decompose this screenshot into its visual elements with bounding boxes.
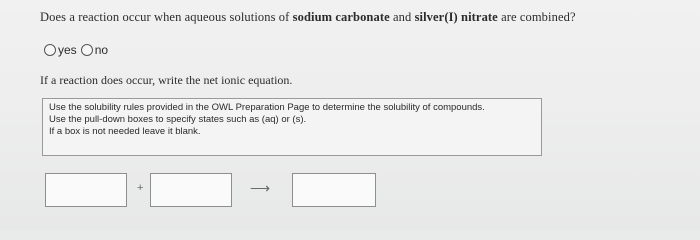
question-suffix: are combined? <box>497 10 576 24</box>
question-prefix: Does a reaction occur when aqueous solutions of <box>40 10 293 24</box>
reactant-2: silver(I) nitrate <box>414 10 498 24</box>
reactant-2-input[interactable] <box>150 173 232 207</box>
instruction-text: If a reaction does occur, write the net ionic equation. <box>40 73 293 87</box>
rule-line-2: Use the pull-down boxes to specify states such as (aq) or (s). <box>49 114 307 125</box>
choice-yes-label: yes <box>58 43 77 57</box>
plus-sign: + <box>137 182 144 194</box>
question-middle: and <box>389 10 415 24</box>
reaction-arrow: ⟶ <box>250 180 271 196</box>
product-input[interactable] <box>292 173 376 207</box>
reaction-choices <box>44 43 112 57</box>
radio-yes[interactable] <box>44 44 56 56</box>
rules-box <box>42 98 542 156</box>
rule-line-1: Use the solubility rules provided in the OWL Preparation Page to determine the solubility of compounds. <box>49 102 485 113</box>
rule-line-3: If a box is not needed leave it blank. <box>49 126 201 137</box>
question-text <box>40 10 576 25</box>
reactant-1: sodium carbonate <box>292 10 390 24</box>
choice-no-label: no <box>94 43 109 57</box>
choice-no[interactable] <box>81 43 108 57</box>
radio-no[interactable] <box>81 44 93 56</box>
reactant-1-input[interactable] <box>45 173 127 207</box>
choice-yes[interactable] <box>44 43 77 57</box>
